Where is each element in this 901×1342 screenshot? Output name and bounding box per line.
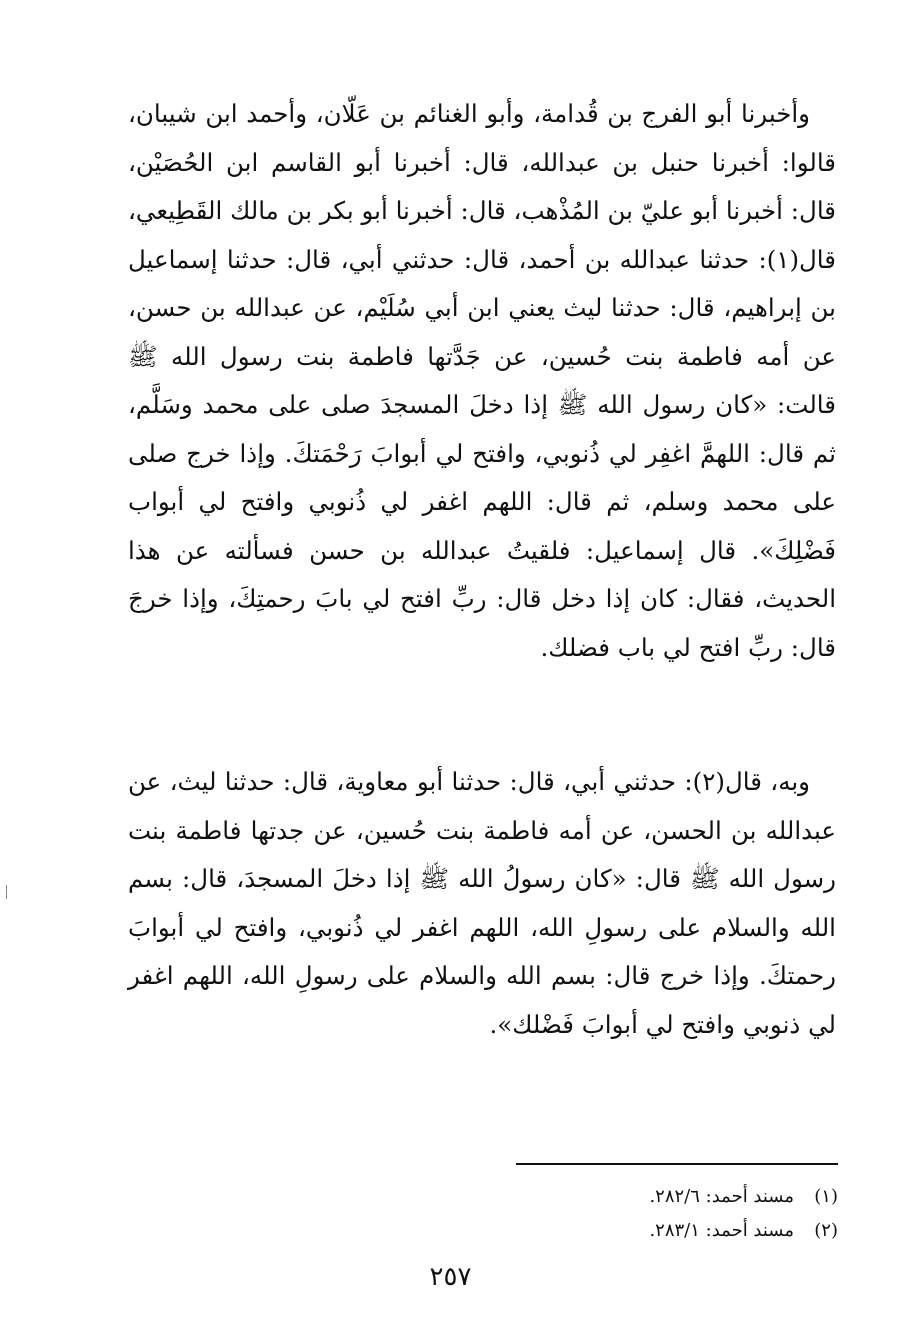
paragraph-1: وأخبرنا أبو الفرج بن قُدامة، وأبو الغنائم بن عَلّان، وأحمد ابن شيبان، قالوا: أخبرنا حنبل بن عبدالله، قال: أخبرنا أبو القاسم ابن الحُصَيْن، قال: أخبرنا أبو عليّ بن المُذْهب، قال: أخبرنا أبو بكر بن مالك القَطِيعي، قال(١): حدثنا عبدالله بن أحمد، قال: حدثني أبي، قال: حدثنا إسماعيل بن إبراهيم، قال: حدثنا ليث يعني ابن أبي سُلَيْم، عن عبدالله بن حسن، عن أمه فاطمة بنت حُسين، عن جَدَّتها فاطمة بنت رسول الله ﷺ قالت: «كان رسول الله ﷺ إذا دخلَ المسجدَ صلى على محمد وسَلَّم، ثم قال: اللهمَّ اغفِر لي ذُنوبي، وافتح لي أبوابَ رَحْمَتكَ. وإذا خرج صلى على محمد وسلم، ثم قال: اللهم اغفر لي ذُنوبي وافتح لي أبواب فَضْلِكَ». قال إسماعيل: فلقيتُ عبدالله بن حسن فسألته عن هذا الحديث، فقال: كان إذا دخل قال: ربِّ افتح لي بابَ رحمتِكَ، وإذا خرجَ قال: ربِّ افتح لي باب فضلك. [128, 99, 836, 662]
footnote-1 [300, 1180, 838, 1214]
footnote-2 [300, 1214, 838, 1248]
paragraph-2: وبه، قال(٢): حدثني أبي، قال: حدثنا أبو معاوية، قال: حدثنا ليث، عن عبدالله بن الحسن، عن أمه فاطمة بنت حُسين، عن جدتها فاطمة بنت رسول الله ﷺ قال: «كان رسولُ الله ﷺ إذا دخلَ المسجدَ، قال: بسم الله والسلام على رسولِ الله، اللهم اغفر لي ذُنوبي، وافتح لي أبوابَ رحمتكَ. وإذا خرج قال: بسم الله والسلام على رسولِ الله، اللهم اغفر لي ذنوبي وافتح لي أبوابَ فَضْلك». [128, 767, 836, 1039]
footnote-number: (١) [814, 1186, 838, 1207]
main-text-block-2 [128, 758, 836, 1049]
footnotes [300, 1180, 838, 1248]
main-text-block-1 [128, 90, 836, 672]
margin-mark [6, 885, 7, 899]
footnote-text: مسند أحمد: ٢٨٢/٦. [649, 1186, 794, 1207]
footnote-number: (٢) [814, 1220, 838, 1241]
footnote-separator [516, 1163, 838, 1165]
footnote-text: مسند أحمد: ٢٨٣/١. [649, 1220, 794, 1241]
page-number: ٢٥٧ [429, 1262, 472, 1292]
